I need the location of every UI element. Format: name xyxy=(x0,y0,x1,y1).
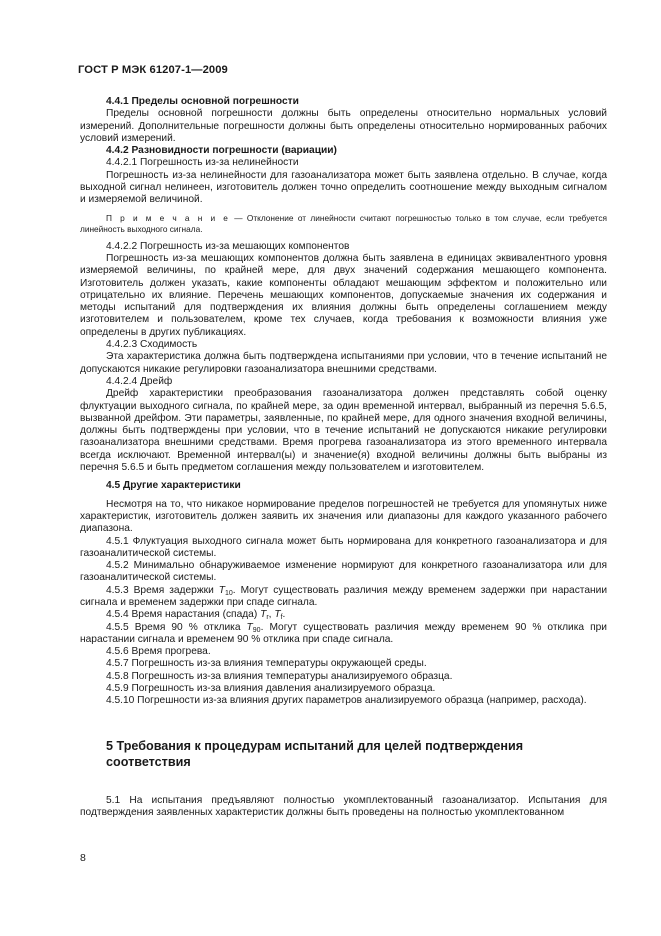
page-number: 8 xyxy=(80,852,86,864)
heading-4-4-1: 4.4.1 Пределы основной погрешности xyxy=(106,96,299,107)
paragraph-4-5-10: 4.5.10 Погрешности из-за влияния других параметров анализируемого образца (например, расхода). xyxy=(106,695,587,707)
paragraph-4-5-7: 4.5.7 Погрешность из-за влияния температуры окружающей среды. xyxy=(106,658,427,670)
paragraph-4-5-8: 4.5.8 Погрешность из-за влияния температуры анализируемого образца. xyxy=(106,670,453,682)
paragraph-4-5-9: 4.5.9 Погрешность из-за влияния давления анализируемого образца. xyxy=(106,683,436,695)
heading-4-4-2-3: 4.4.2.3 Сходимость xyxy=(106,339,198,351)
heading-4-4-2-1: 4.4.2.1 Погрешность из-за нелинейности xyxy=(106,157,299,169)
heading-4-4-2-4: 4.4.2.4 Дрейф xyxy=(106,375,173,387)
paragraph-4-5-6: 4.5.6 Время прогрева. xyxy=(106,646,211,658)
paragraph-5-1: 5.1 На испытания предъявляют полностью укомплектованный газоанализатор. Испытания для подтверждения заявленных характеристик должны быть проведены на полностью укомплектованном xyxy=(80,794,607,818)
paragraph-4-5-1: 4.5.1 Флуктуация выходного сигнала может быть нормирована для конкретного газоанализатора и для газоаналитической системы. xyxy=(80,535,607,559)
section-5-heading: 5 Требования к процедурам испытаний для целей подтверждения соответствия xyxy=(106,738,524,770)
paragraph-4-5-5: 4.5.5 Время 90 % отклика $T_{90}$. Могут существовать различия между временем 90 % отклика при нарастании сигнала и временем 90 % отклика при спаде сигнала. xyxy=(80,621,607,645)
heading-4-5: 4.5 Другие характеристики xyxy=(106,480,241,492)
paragraph-4-4-2-3: Эта характеристика должна быть подтверждена испытаниями при условии, что в течение испытаний не допускаются никакие регулировки газоанализатора внешними средствами. xyxy=(80,351,607,375)
heading-4-4-2-2: 4.4.2.2 Погрешность из-за мешающих компонентов xyxy=(106,240,350,252)
paragraph-4-5-3: 4.5.3 Время задержки $T_{10}$. Могут существовать различия между временем задержки при нарастании сигнала и временем задержки при спаде сигнала. xyxy=(80,584,608,608)
paragraph-4-5: Несмотря на то, что никакое нормирование пределов погрешностей не требуется для упомянутых ниже характеристик, изготовитель должен заявить их значения или диапазоны для каждого указанного рабочего диапазона. xyxy=(80,498,607,535)
page-content xyxy=(80,96,607,819)
paragraph-4-5-4: 4.5.4 Время нарастания (спада) $T_r$, $T_f$. xyxy=(106,609,286,622)
paragraph-4-4-2-1: Погрешность из-за нелинейности для газоанализатора может быть заявлена отдельно. В случае, когда выходной сигнал нелинеен, изготовитель должен точно определить соотношение между выходным сигналом и измеряемой величиной. xyxy=(80,169,607,206)
heading-4-4-2: 4.4.2 Разновидности погрешности (вариации) xyxy=(106,145,337,157)
paragraph-4-4-2-2: Погрешность из-за мешающих компонентов должна быть заявлена в единицах эквивалентного уровня измеряемой величины, по крайней мере, для двух значений содержания мешающего компонента. Изготовитель должен указать, какие компоненты обладают мешающим эффектом и положительно или отрицательно их влияние. Перечень мешающих компонентов, допускаемые значения их содержания и методы испытаний для подтверждения их влияния должны быть определены соглашением между изготовителем и пользователем, кроме тех случаев, когда требования к возможности влияния уже определены в других публикациях. xyxy=(80,252,607,338)
paragraph-4-5-2: 4.5.2 Минимально обнаруживаемое изменение нормируют для конкретного газоанализатора или для газоаналитической системы. xyxy=(80,560,607,584)
standard-header: ГОСТ Р МЭК 61207-1—2009 xyxy=(78,64,228,76)
note-label: П р и м е ч а н и е xyxy=(106,212,230,223)
paragraph-4-4-2-4: Дрейф характеристики преобразования газоанализатора должен представлять собой оценку флуктуации выходного сигнала, по крайней мере, за один временной интервал, выбранный из перечня 5.6.5, вызванной дрейфом. Эти параметры, заявленные, по крайней мере, для одного значения входной величины, должны быть подтверждены при условии, что в течение испытаний не допускаются никакие регулировки газоанализатора внешними средствами. Время прогрева газоанализатора из этого временного интервала всегда исключают. Временной интервал(ы) и значение(я) входной величины должны быть выбраны из перечня 5.6.5 и быть предметом соглашения между пользователем и изготовителем. xyxy=(80,388,607,474)
note xyxy=(80,213,607,235)
paragraph-4-4-1: Пределы основной погрешности должны быть определены относительно нормальных условий измерений. Дополнительные погрешности должны быть определены относительно нормированных рабочих условий измерений. xyxy=(80,108,607,144)
note-text: — Отклонение от линейности считают погрешностью только в том случае, если требуется линейность выходного сигнала. xyxy=(80,212,607,234)
